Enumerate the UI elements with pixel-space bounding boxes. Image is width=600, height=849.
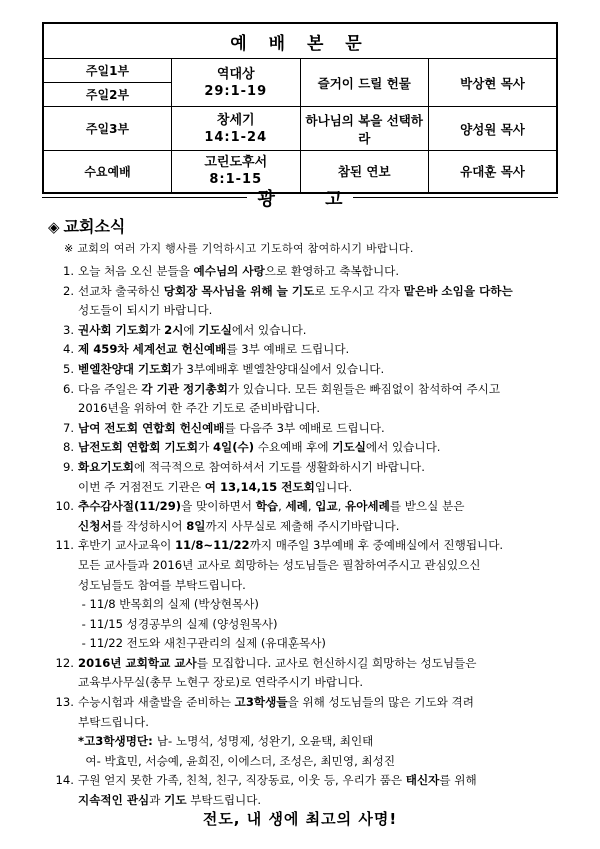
notice-text: 에 xyxy=(183,322,199,337)
notice-text: 를 모집합니다. 교사로 헌신하시길 희망하는 성도님들은 xyxy=(196,655,477,670)
notice-text: 여- 박효민, 서승예, 윤희진, 이에스더, 조성은, 최민영, 최성진 xyxy=(78,753,396,768)
notice-line xyxy=(78,732,564,752)
notice-line xyxy=(78,419,564,439)
notice-number: 5. xyxy=(62,361,74,376)
sermon-title: 참된 연보 xyxy=(300,151,429,193)
notice-text: 구원 얻지 못한 가족, 친척, 친구, 직장동료, 이웃 등, 우리가 품은 xyxy=(78,773,406,788)
notice-text: 과 xyxy=(149,793,165,808)
scripture-verse: 8:1-15 xyxy=(209,172,263,188)
notice-line xyxy=(78,497,564,517)
notice-text: 가 xyxy=(198,440,213,455)
section-note: ※ 교회의 여러 가지 행사를 기억하시고 기도하여 참여하시기 바랍니다. xyxy=(64,242,414,255)
notice-text: 에 적극적으로 참여하셔서 기도를 생활화하시기 바랍니다. xyxy=(134,459,425,474)
notice-line xyxy=(78,478,564,498)
notice-line xyxy=(78,282,564,302)
scripture-ref xyxy=(172,59,301,107)
notice-number: 12. xyxy=(55,655,74,670)
emphasis-text: 기도 xyxy=(164,793,187,808)
notice-list xyxy=(44,262,564,811)
notice-line xyxy=(78,458,564,478)
emphasis-text: 8일 xyxy=(186,518,206,533)
section-heading xyxy=(48,214,125,237)
emphasis-text: 11/8~11/22 xyxy=(174,538,250,553)
preacher: 유대훈 목사 xyxy=(429,151,558,193)
scripture-verse: 29:1-19 xyxy=(204,83,268,99)
scripture-book: 창세기 xyxy=(216,112,255,128)
notice-item xyxy=(44,438,564,458)
notice-item xyxy=(44,458,564,497)
notice-text: 성도님들도 참여를 부탁드립니다. xyxy=(78,577,246,592)
notice-text: 다음 주일은 xyxy=(78,381,142,396)
service-name: 수요예배 xyxy=(43,151,172,193)
emphasis-text: 권사회 기도회 xyxy=(78,322,150,337)
notice-text: 을 맞이하면서 xyxy=(181,499,256,514)
notice-text: 오늘 처음 오신 분들을 xyxy=(78,264,194,278)
service-name: 주일2부 xyxy=(43,83,172,107)
notice-number: 14. xyxy=(55,773,74,788)
emphasis-text: 남전도회 연합회 기도회 xyxy=(78,440,199,455)
emphasis-text: *고3학생명단: xyxy=(78,734,157,749)
notice-line xyxy=(78,399,564,419)
section-title: 교회소식 xyxy=(63,217,126,236)
notice-line xyxy=(78,262,564,282)
emphasis-text: 지속적인 관심 xyxy=(78,793,150,808)
preacher: 박상현 목사 xyxy=(429,59,558,107)
notice-text: 가 xyxy=(149,322,165,337)
notice-item xyxy=(44,654,564,693)
scripture-book: 고린도후서 xyxy=(204,155,268,171)
notice-text: 남- 노명석, 성명제, 성완기, 오윤택, 최인태 xyxy=(156,734,374,749)
announcements-title: 광 고 xyxy=(257,189,365,210)
notice-item xyxy=(44,340,564,360)
notice-line xyxy=(78,654,564,674)
notice-text: 를 위해 xyxy=(439,773,477,788)
notice-line xyxy=(78,576,564,596)
sermon-title: 즐거이 드릴 헌물 xyxy=(300,59,429,107)
emphasis-text: 2016년 교회학교 교사 xyxy=(78,655,197,670)
notice-line xyxy=(78,556,564,576)
notice-text: - 11/22 전도와 새친구관리의 실제 (유대훈목사) xyxy=(78,636,326,651)
notice-text: 교육부사무실(총무 노현구 장로)로 연락주시기 바랍니다. xyxy=(78,675,364,690)
emphasis-text: 여 13,14,15 전도회 xyxy=(204,479,315,494)
scripture-verse: 14:1-24 xyxy=(204,129,268,145)
notice-line xyxy=(78,536,564,556)
notice-number: 11. xyxy=(55,538,74,553)
emphasis-text: 유아세례 xyxy=(345,499,390,514)
notice-text: , xyxy=(307,499,316,514)
emphasis-text: 고3학생들 xyxy=(234,695,288,710)
notice-item xyxy=(44,360,564,380)
emphasis-text: 벧엘찬양대 기도회 xyxy=(78,361,172,376)
emphasis-text: 당회장 목사님을 위해 늘 기도 xyxy=(163,283,315,298)
notice-item xyxy=(44,321,564,341)
notice-line xyxy=(78,380,564,400)
scripture-book: 역대상 xyxy=(216,66,255,82)
notice-line xyxy=(78,301,564,321)
notice-text: 선교차 출국하신 xyxy=(78,283,164,298)
emphasis-text: 예수님의 사랑 xyxy=(193,264,265,278)
notice-line xyxy=(78,595,564,615)
notice-number: 8. xyxy=(62,440,74,455)
header-rule-right xyxy=(353,197,558,198)
emphasis-text: 세례 xyxy=(285,499,308,514)
notice-text: 입니다. xyxy=(314,479,353,494)
notice-item xyxy=(44,693,564,771)
notice-text: 부탁드립니다. xyxy=(78,714,149,729)
notice-text: 까지 사무실로 제출해 주시기바랍니다. xyxy=(205,518,400,533)
notice-text: 2016년을 위하여 한 주간 기도로 준비바랍니다. xyxy=(78,401,321,416)
sermon-title: 하나님의 복을 선택하라 xyxy=(300,107,429,151)
notice-item xyxy=(44,497,564,536)
notice-text: 을 위해 성도님들의 많은 기도와 격려 xyxy=(287,695,474,710)
announcements-header xyxy=(42,185,558,211)
notice-item xyxy=(44,771,564,810)
emphasis-text: 맡은바 소임을 다하는 xyxy=(403,283,513,298)
notice-text: 를 3부 예배로 드립니다. xyxy=(226,342,350,357)
scripture-ref xyxy=(172,107,301,151)
notice-line xyxy=(78,771,564,791)
notice-line xyxy=(78,321,564,341)
notice-line xyxy=(78,438,564,458)
notice-number: 13. xyxy=(55,695,74,710)
sermon-table-title: 예 배 본 문 xyxy=(43,23,557,59)
notice-line xyxy=(78,615,564,635)
emphasis-text: 각 기관 정기총회 xyxy=(141,381,228,396)
emphasis-text: 입교 xyxy=(315,499,338,514)
notice-text: 수요예배 후에 xyxy=(254,440,333,455)
notice-line xyxy=(78,673,564,693)
notice-text: 에서 있습니다. xyxy=(365,440,441,455)
emphasis-text: 기도실 xyxy=(332,440,366,455)
notice-number: 4. xyxy=(62,342,74,357)
notice-item xyxy=(44,262,564,282)
emphasis-text: 제 459차 세계선교 헌신예배 xyxy=(78,342,227,357)
notice-text: 까지 매주일 3부예배 후 중예배실에서 진행됩니다. xyxy=(249,538,504,553)
notice-number: 2. xyxy=(62,283,74,298)
sermon-table xyxy=(42,22,558,194)
notice-text: 가 있습니다. 모든 회원들은 빠짐없이 참석하여 주시고 xyxy=(227,381,501,396)
emphasis-text: 학습 xyxy=(255,499,279,514)
notice-text: - 11/8 반목회의 실제 (박상현목사) xyxy=(78,597,259,612)
emphasis-text: 2시 xyxy=(164,322,184,337)
emphasis-text: 4일(수) xyxy=(212,440,255,455)
emphasis-text: 남여 전도회 연합회 헌신예배 xyxy=(78,420,225,435)
notice-text: - 11/15 성경공부의 실제 (양성원목사) xyxy=(78,616,278,631)
notice-line xyxy=(78,693,564,713)
notice-line xyxy=(78,752,564,772)
notice-line xyxy=(78,360,564,380)
notice-line xyxy=(78,634,564,654)
emphasis-text: 태신자 xyxy=(405,773,440,788)
notice-text: , xyxy=(337,499,346,514)
service-name: 주일3부 xyxy=(43,107,172,151)
notice-number: 10. xyxy=(55,499,74,514)
emphasis-text: 추수감사절(11/29) xyxy=(78,499,182,514)
preacher: 양성원 목사 xyxy=(429,107,558,151)
notice-line xyxy=(78,713,564,733)
notice-text: 이번 주 거점전도 기관은 xyxy=(78,479,205,494)
notice-item xyxy=(44,282,564,321)
notice-text: 후반기 교사교육이 xyxy=(78,538,175,553)
emphasis-text: 기도실 xyxy=(198,322,232,337)
notice-line xyxy=(78,340,564,360)
notice-number: 6. xyxy=(62,381,74,396)
notice-text: , xyxy=(278,499,286,514)
notice-line xyxy=(78,517,564,537)
notice-text: 로 도우시고 각자 xyxy=(314,283,404,298)
notice-text: 으로 환영하고 축복합니다. xyxy=(264,264,400,278)
motto: 전도, 내 생에 최고의 사명! xyxy=(202,810,398,828)
emphasis-text: 화요기도회 xyxy=(78,459,134,474)
notice-text: 부탁드립니다. xyxy=(186,793,262,808)
notice-number: 1. xyxy=(62,264,74,278)
notice-number: 7. xyxy=(62,420,74,435)
notice-text: 수능시험과 새출발을 준비하는 xyxy=(78,695,235,710)
notice-text: 에서 있습니다. xyxy=(231,322,307,337)
notice-text: 성도들이 되시기 바랍니다. xyxy=(78,303,213,318)
emphasis-text: 신청서 xyxy=(78,518,112,533)
notice-item xyxy=(44,419,564,439)
notice-text: 를 작성하시어 xyxy=(111,518,187,533)
notice-text: 가 3부예배후 벧엘찬양대실에서 있습니다. xyxy=(171,361,385,376)
notice-text: 를 다음주 3부 예배로 드립니다. xyxy=(224,420,385,435)
notice-text: 모든 교사들과 2016년 교사로 희망하는 성도님들은 필참하여주시고 관심있으신 xyxy=(78,557,481,572)
diamond-bullet-icon: ◈ xyxy=(48,218,60,236)
notice-number: 3. xyxy=(62,322,74,337)
service-name: 주일1부 xyxy=(43,59,172,83)
notice-number: 9. xyxy=(62,459,74,474)
notice-item xyxy=(44,536,564,654)
notice-text: 를 받으실 분은 xyxy=(389,499,465,514)
notice-item xyxy=(44,380,564,419)
